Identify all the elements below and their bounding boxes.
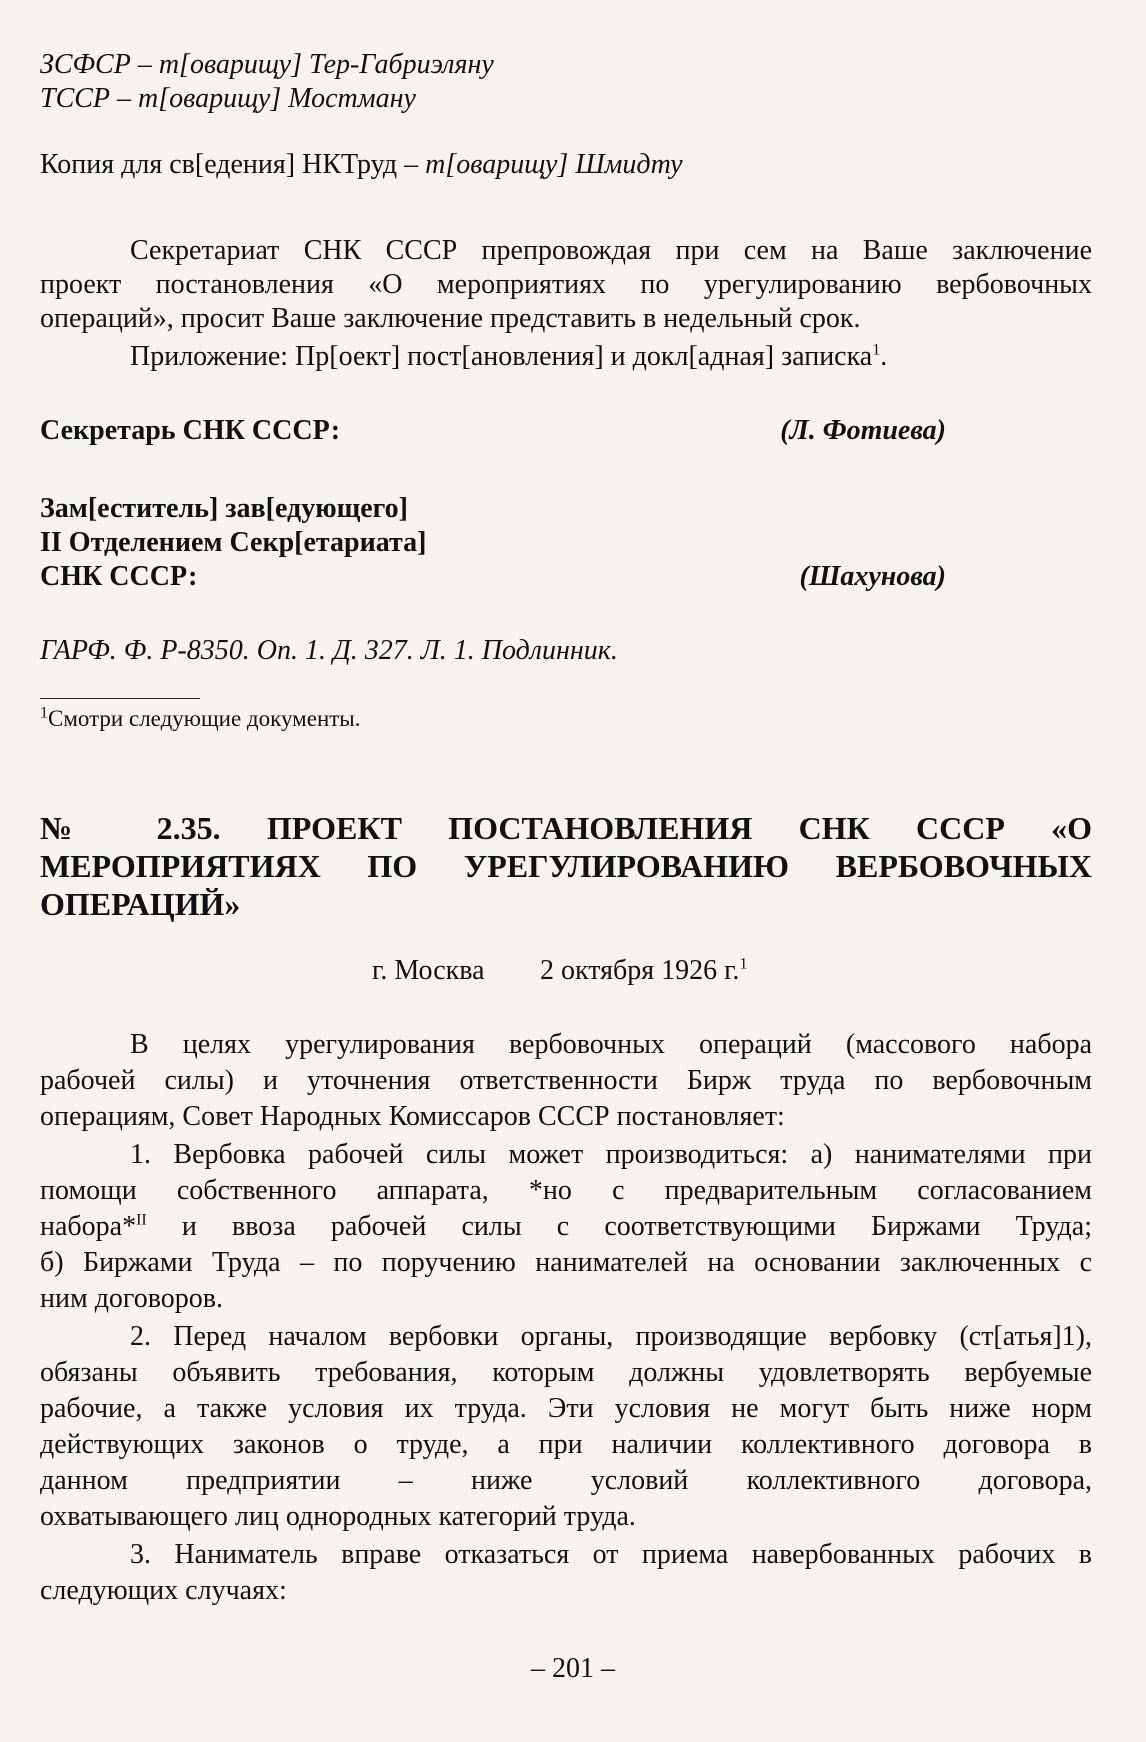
signature-1-name: (Л. Фотиева) [780, 415, 946, 446]
signature-2-name: (Шахунова) [799, 561, 946, 592]
date-line [540, 954, 747, 988]
item-1-line-3-end: и ввоза рабочей силы с соответствующими Биржами Труда; [146, 1211, 1092, 1242]
item-2-line-5: данном предприятии – ниже условий коллективного договора, [40, 1465, 1092, 1496]
heading-word: № [40, 810, 111, 846]
footnote [40, 704, 361, 734]
letter-line-1: Секретариат СНК СССР препровождая при сем на Ваше заключение [130, 235, 1092, 266]
letter-line-2: проект постановления «О мероприятиях по урегулированию вербовочных [40, 269, 1092, 300]
intro-line-2: рабочей силы) и уточнения ответственности Бирж труда по вербовочным [40, 1065, 1092, 1096]
footnote-mark: 1 [40, 704, 48, 722]
signature-2-title-line-3: СНК СССР: [40, 561, 198, 592]
document-heading-line-1 [40, 810, 1092, 846]
copy-name: т[оварищу] Шмидту [425, 149, 683, 180]
item-2-line-6: охватывающего лиц однородных категорий труда. [40, 1501, 636, 1532]
item-1-line-5: ним договоров. [40, 1283, 223, 1314]
item-2-line-4: действующих законов о труде, а при наличии коллективного договора в [40, 1429, 1092, 1460]
item-3-line-2: следующих случаях: [40, 1575, 287, 1606]
item-1-line-3 [40, 1210, 1092, 1244]
attachment-footnote-mark: 1 [872, 341, 881, 359]
signature-2-title-line-2: II Отделением Секр[етариата] [40, 527, 427, 558]
signature-1-title: Секретарь СНК СССР: [40, 415, 341, 446]
attachment-text: Приложение: Пр[оект] пост[ановления] и докл[адная] записка [130, 341, 873, 372]
footnote-rule [40, 698, 200, 699]
page-number: – 201 – [531, 1653, 615, 1684]
attachment-line [130, 340, 1092, 374]
intro-line-1: В целях урегулирования вербовочных операций (массового набора [130, 1029, 1092, 1060]
item-1-line-3-start: набора* [40, 1211, 137, 1242]
item-2-line-3: рабочие, а также условия их труда. Эти условия не могут быть ниже норм [40, 1393, 1092, 1424]
copy-prefix: Копия для св[едения] НКТруд – [40, 149, 426, 180]
heading-word: УРЕГУЛИРОВАНИЮ [463, 848, 789, 884]
recipient-line-2: ТССР – т[оварищу] Мостману [40, 83, 416, 114]
heading-word: ПОСТАНОВЛЕНИЯ [448, 810, 753, 846]
place: г. Москва [372, 955, 485, 986]
document-heading-line-3: ОПЕРАЦИЙ» [40, 886, 241, 922]
item-3-line-1: 3. Наниматель вправе отказаться от приема навербованных рабочих в [130, 1539, 1092, 1570]
signature-2-title-line-1: Зам[еститель] зав[едующего] [40, 493, 409, 524]
archive-reference: ГАРФ. Ф. Р-8350. Оп. 1. Д. 327. Л. 1. Подлинник. [40, 635, 618, 666]
heading-word: СССР [916, 810, 1005, 846]
heading-word: МЕРОПРИЯТИЯХ [40, 848, 321, 884]
item-2-line-1: 2. Перед началом вербовки органы, производящие вербовку (ст[атья]1), [130, 1321, 1092, 1352]
item-1-line-1: 1. Вербовка рабочей силы может производиться: а) нанимателями при [130, 1139, 1092, 1170]
letter-line-3: операций», просит Ваше заключение представить в недельный срок. [40, 303, 861, 334]
footnote-text: Смотри следующие документы. [48, 706, 361, 731]
copy-line [40, 148, 1092, 182]
item-1-line-3-sup: II [136, 1211, 147, 1229]
item-2-line-2: обязаны объявить требования, которым должны удовлетворять вербуемые [40, 1357, 1092, 1388]
item-1-line-2: помощи собственного аппарата, *но с предварительным согласованием [40, 1175, 1092, 1206]
date: 2 октября 1926 г. [540, 955, 740, 986]
heading-word: ПРОЕКТ [266, 810, 402, 846]
heading-word: 2.35. [156, 810, 221, 846]
date-footnote-mark: 1 [739, 955, 748, 973]
recipient-line-1: ЗСФСР – т[оварищу] Тер-Габриэляну [40, 49, 494, 80]
heading-word: ВЕРБОВОЧНЫХ [835, 848, 1093, 884]
heading-word: «О [1051, 810, 1093, 846]
heading-word: СНК [798, 810, 870, 846]
attachment-end: . [880, 341, 888, 372]
document-heading-line-2 [40, 848, 1092, 884]
heading-word: ПО [367, 848, 418, 884]
item-1-line-4: б) Биржами Труда – по поручению нанимателей на основании заключенных с [40, 1247, 1092, 1278]
intro-line-3: операциям, Совет Народных Комиссаров СССР постановляет: [40, 1101, 785, 1132]
